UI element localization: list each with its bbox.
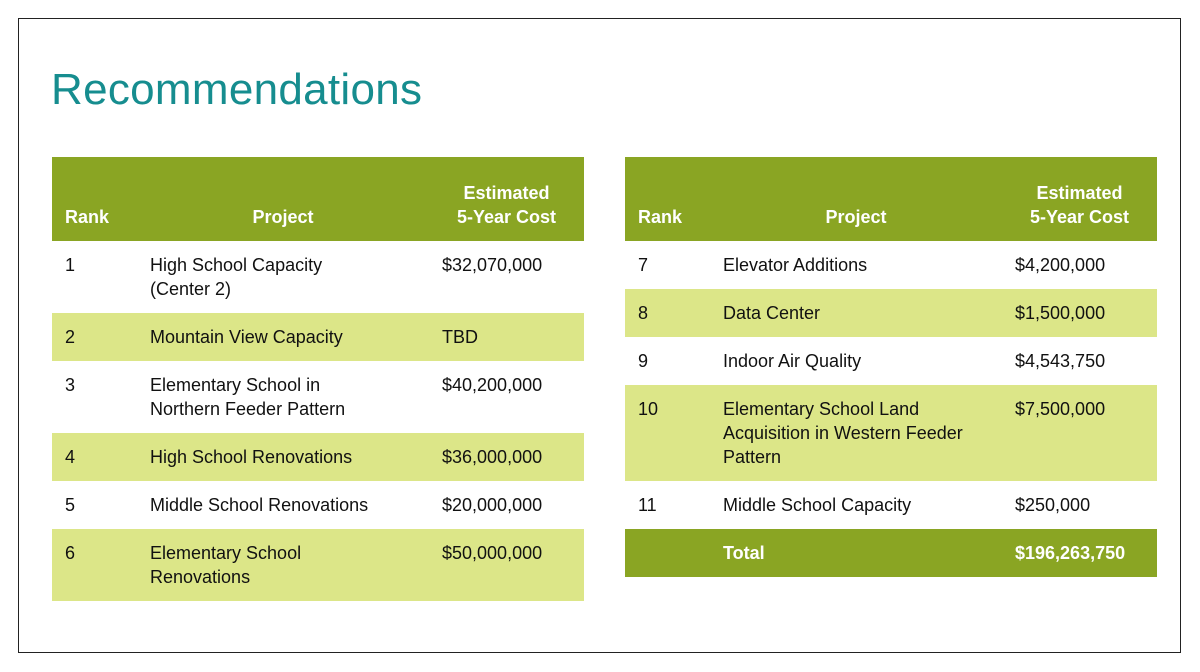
project-cell bbox=[137, 361, 429, 433]
table-row bbox=[625, 241, 1157, 289]
rank-cell: 2 bbox=[52, 313, 137, 361]
project-cell bbox=[137, 241, 429, 313]
total-row bbox=[625, 529, 1157, 577]
cost-header-line1: Estimated bbox=[463, 183, 550, 203]
cost-header-line1: Estimated bbox=[1036, 183, 1123, 203]
rank-cell: 6 bbox=[52, 529, 137, 601]
project-cell: Middle School Renovations bbox=[137, 481, 429, 529]
rank-cell: 3 bbox=[52, 361, 137, 433]
cost-cell: $36,000,000 bbox=[429, 433, 584, 481]
cost-cell: $1,500,000 bbox=[1002, 289, 1157, 337]
table-header-row bbox=[625, 157, 1157, 241]
rank-cell: 8 bbox=[625, 289, 710, 337]
rank-cell: 7 bbox=[625, 241, 710, 289]
project-name: Elementary School Land Acquisition in Western Feeder Pattern bbox=[723, 399, 963, 467]
cost-header-line2: 5-Year Cost bbox=[1029, 207, 1130, 227]
rank-header: Rank bbox=[625, 157, 710, 241]
table-row bbox=[52, 433, 584, 481]
rank-cell: 1 bbox=[52, 241, 137, 313]
cost-header-line2: 5-Year Cost bbox=[456, 207, 557, 227]
project-cell bbox=[137, 529, 429, 601]
slide bbox=[18, 18, 1181, 653]
table-row bbox=[52, 529, 584, 601]
project-cell: High School Renovations bbox=[137, 433, 429, 481]
project-cell: Data Center bbox=[710, 289, 1002, 337]
total-rank-cell bbox=[625, 529, 710, 577]
table-row bbox=[625, 289, 1157, 337]
cost-cell: $32,070,000 bbox=[429, 241, 584, 313]
table-row bbox=[52, 361, 584, 433]
recommendations-table-right bbox=[625, 157, 1157, 577]
table-row bbox=[625, 337, 1157, 385]
cost-cell: $250,000 bbox=[1002, 481, 1157, 529]
project-name: Elementary School Renovations bbox=[150, 543, 302, 587]
cost-cell: $4,200,000 bbox=[1002, 241, 1157, 289]
cost-cell: TBD bbox=[429, 313, 584, 361]
project-cell: Middle School Capacity bbox=[710, 481, 1002, 529]
project-header: Project bbox=[137, 157, 429, 241]
project-name: Elementary School in Northern Feeder Pattern bbox=[150, 375, 346, 419]
table-header-row bbox=[52, 157, 584, 241]
page-title: Recommendations bbox=[51, 65, 423, 114]
cost-header bbox=[429, 157, 584, 241]
total-cost: $196,263,750 bbox=[1002, 529, 1157, 577]
cost-cell: $4,543,750 bbox=[1002, 337, 1157, 385]
cost-cell: $50,000,000 bbox=[429, 529, 584, 601]
cost-cell: $40,200,000 bbox=[429, 361, 584, 433]
project-name: High School Capacity (Center 2) bbox=[150, 255, 323, 299]
project-cell: Elevator Additions bbox=[710, 241, 1002, 289]
rank-cell: 4 bbox=[52, 433, 137, 481]
rank-cell: 10 bbox=[625, 385, 710, 481]
project-cell: Mountain View Capacity bbox=[137, 313, 429, 361]
rank-cell: 11 bbox=[625, 481, 710, 529]
cost-header bbox=[1002, 157, 1157, 241]
table-row bbox=[52, 313, 584, 361]
table-row bbox=[625, 385, 1157, 481]
rank-header: Rank bbox=[52, 157, 137, 241]
table-row bbox=[52, 241, 584, 313]
table-row bbox=[52, 481, 584, 529]
rank-cell: 9 bbox=[625, 337, 710, 385]
cost-cell: $7,500,000 bbox=[1002, 385, 1157, 481]
cost-cell: $20,000,000 bbox=[429, 481, 584, 529]
total-label: Total bbox=[710, 529, 1002, 577]
project-cell bbox=[710, 385, 1002, 481]
rank-cell: 5 bbox=[52, 481, 137, 529]
project-cell: Indoor Air Quality bbox=[710, 337, 1002, 385]
project-header: Project bbox=[710, 157, 1002, 241]
table-row bbox=[625, 481, 1157, 529]
recommendations-table-left bbox=[52, 157, 584, 601]
